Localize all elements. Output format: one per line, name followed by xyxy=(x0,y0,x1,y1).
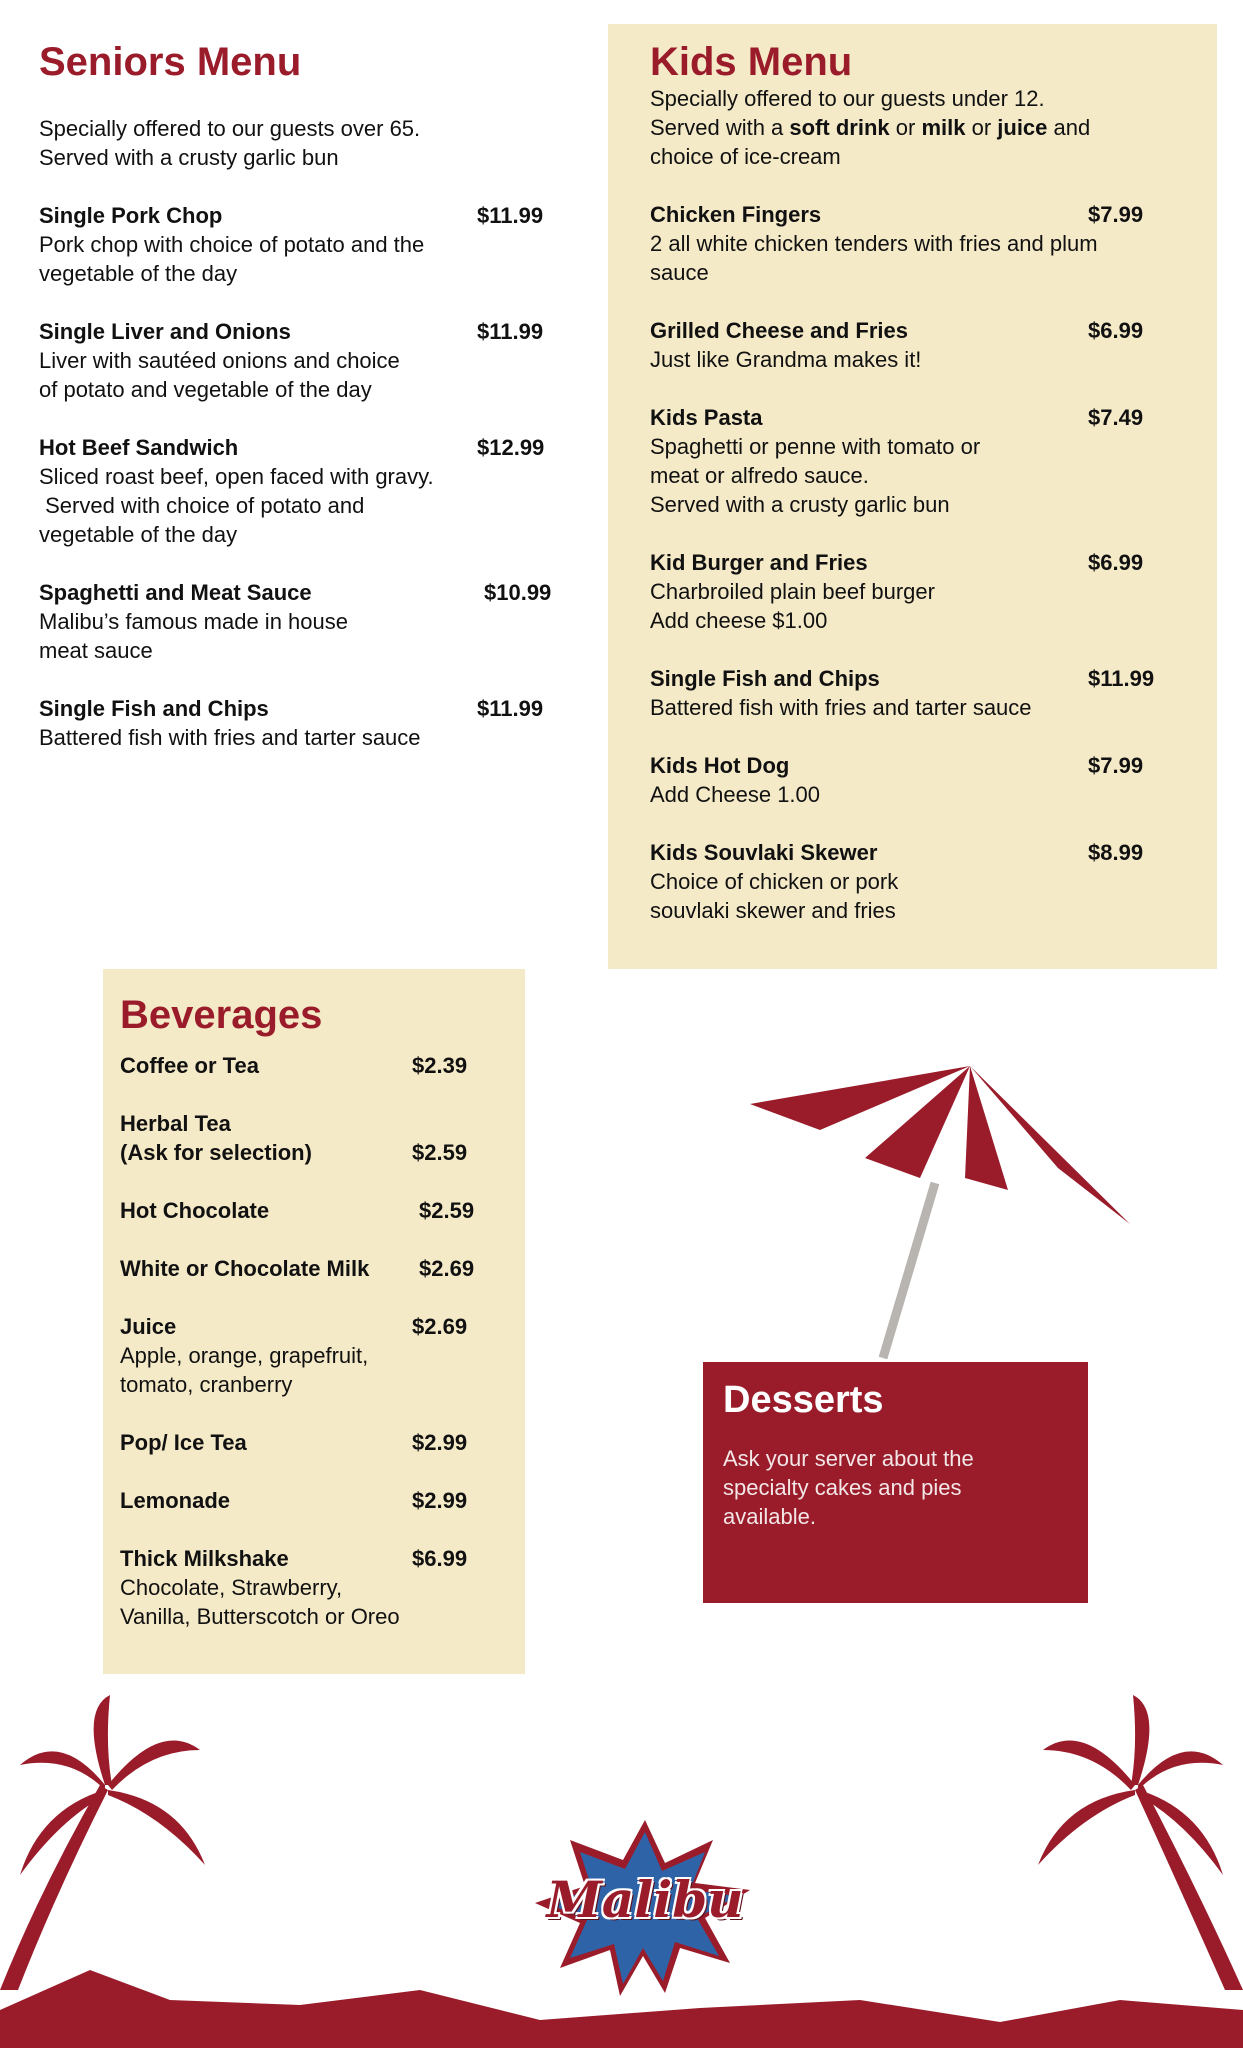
seniors-intro-line: Specially offered to our guests over 65. xyxy=(39,116,421,141)
beverage-name: Pop/ Ice Tea xyxy=(120,1430,247,1455)
kids-intro-text: or xyxy=(889,115,922,140)
menu-item-description: Served with choice of potato and xyxy=(39,493,365,518)
menu-item-name: Spaghetti and Meat Sauce xyxy=(39,580,312,605)
beverage-name: Juice xyxy=(120,1314,177,1339)
menu-item-price: $6.99 xyxy=(1088,550,1144,575)
menu-item xyxy=(650,838,1190,925)
palm-frond xyxy=(108,1790,205,1865)
umbrella-canopy xyxy=(750,1066,1130,1224)
palm-tree-icon xyxy=(1033,1690,1243,2000)
beverage-item xyxy=(120,1051,500,1080)
seniors-menu-title: Seniors Menu xyxy=(39,40,302,84)
beverage-name: Coffee or Tea xyxy=(120,1053,259,1078)
menu-item-description: Add Cheese 1.00 xyxy=(650,782,821,807)
desserts-line: available. xyxy=(723,1504,816,1529)
beverages-section xyxy=(120,993,500,1631)
desserts-line: specialty cakes and pies xyxy=(723,1475,962,1500)
menu-item xyxy=(39,694,579,752)
beverage-description: Chocolate, Strawberry, xyxy=(120,1575,343,1600)
beverage-price: $2.99 xyxy=(412,1430,468,1455)
menu-item-description: Battered fish with fries and tarter sauce xyxy=(650,695,1032,720)
menu-item-description: Malibu’s famous made in house xyxy=(39,609,348,634)
beverage-item xyxy=(120,1312,500,1399)
kids-intro-drink: juice xyxy=(997,115,1048,140)
beverage-description: Apple, orange, grapefruit, xyxy=(120,1343,369,1368)
kids-intro-line xyxy=(650,113,1190,142)
beverage-name: Lemonade xyxy=(120,1488,231,1513)
kids-intro-text: and xyxy=(1047,115,1091,140)
beverage-price: $2.59 xyxy=(412,1140,468,1165)
menu-item xyxy=(650,200,1190,287)
menu-item-price: $11.99 xyxy=(1088,666,1155,691)
menu-item-name: Kids Hot Dog xyxy=(650,753,790,778)
menu-item xyxy=(39,433,579,549)
menu-item-description: 2 all white chicken tenders with fries and plum xyxy=(650,231,1098,256)
menu-item-name: Single Fish and Chips xyxy=(650,666,880,691)
palm-frond xyxy=(94,1695,112,1785)
palm-frond xyxy=(1138,1751,1223,1790)
menu-item-price: $11.99 xyxy=(477,696,544,721)
beverage-item xyxy=(120,1428,500,1457)
menu-item-price: $7.99 xyxy=(1088,753,1144,778)
beverage-name: Herbal Tea xyxy=(120,1111,231,1136)
palm-frond xyxy=(108,1741,200,1790)
beverage-item xyxy=(120,1196,500,1225)
palm-frond xyxy=(1038,1790,1135,1865)
menu-item-description: Liver with sautéed onions and choice xyxy=(39,348,400,373)
beverage-name: Hot Chocolate xyxy=(120,1198,270,1223)
menu-item-description: Served with a crusty garlic bun xyxy=(650,492,950,517)
menu-item-description: Charbroiled plain beef burger xyxy=(650,579,935,604)
beverage-price: $2.69 xyxy=(419,1256,475,1281)
menu-item-description: souvlaki skewer and fries xyxy=(650,898,896,923)
menu-item-name: Grilled Cheese and Fries xyxy=(650,318,908,343)
menu-item-price: $8.99 xyxy=(1088,840,1144,865)
kids-intro-text: Served with a xyxy=(650,115,790,140)
menu-item-description: Spaghetti or penne with tomato or xyxy=(650,434,981,459)
menu-item-name: Single Fish and Chips xyxy=(39,696,269,721)
menu-item-description: Just like Grandma makes it! xyxy=(650,347,922,372)
kids-intro-drink: milk xyxy=(921,115,966,140)
menu-item xyxy=(650,751,1190,809)
beverage-price: $2.69 xyxy=(412,1314,468,1339)
beverage-price: $6.99 xyxy=(412,1546,468,1571)
beverage-price: $2.59 xyxy=(419,1198,475,1223)
beach-umbrella-icon xyxy=(740,1058,1140,1368)
menu-item-description: Sliced roast beef, open faced with gravy. xyxy=(39,464,434,489)
kids-intro-line: choice of ice-cream xyxy=(650,144,841,169)
menu-item-name: Single Pork Chop xyxy=(39,203,223,228)
palm-frond xyxy=(1131,1695,1149,1785)
beverage-name: White or Chocolate Milk xyxy=(120,1256,370,1281)
menu-item-price: $7.99 xyxy=(1088,202,1144,227)
menu-item-price: $6.99 xyxy=(1088,318,1144,343)
menu-item-description: vegetable of the day xyxy=(39,522,238,547)
menu-item-price: $12.99 xyxy=(477,435,545,460)
menu-item-price: $11.99 xyxy=(477,203,544,228)
palm-frond xyxy=(20,1751,105,1790)
logo-wordmark: Malibu xyxy=(546,1870,744,1929)
malibu-logo xyxy=(525,1818,765,1998)
menu-item-name: Chicken Fingers xyxy=(650,202,822,227)
menu-item-description: meat sauce xyxy=(39,638,153,663)
menu-item xyxy=(650,664,1190,722)
beverage-description: tomato, cranberry xyxy=(120,1372,293,1397)
menu-item-description: Pork chop with choice of potato and the xyxy=(39,232,425,257)
menu-item xyxy=(650,403,1190,519)
beverage-item xyxy=(120,1544,500,1631)
desserts-line: Ask your server about the xyxy=(723,1446,974,1471)
kids-intro xyxy=(650,84,1190,171)
menu-item-name: Kid Burger and Fries xyxy=(650,550,868,575)
beverage-item xyxy=(120,1486,500,1515)
menu-item-description: vegetable of the day xyxy=(39,261,238,286)
palm-tree-icon xyxy=(0,1690,220,2000)
beverages-title: Beverages xyxy=(120,993,323,1037)
menu-item-description: Add cheese $1.00 xyxy=(650,608,828,633)
menu-item-price: $7.49 xyxy=(1088,405,1144,430)
umbrella-pole xyxy=(883,1183,935,1358)
seniors-intro-line: Served with a crusty garlic bun xyxy=(39,145,339,170)
palm-frond xyxy=(1043,1741,1135,1790)
menu-item xyxy=(650,548,1190,635)
menu-item-description: sauce xyxy=(650,260,709,285)
menu-item-name: Kids Souvlaki Skewer xyxy=(650,840,878,865)
menu-item-name: Single Liver and Onions xyxy=(39,319,291,344)
menu-item xyxy=(39,201,579,288)
menu-item-description: Battered fish with fries and tarter sauce xyxy=(39,725,421,750)
beverage-name: (Ask for selection) xyxy=(120,1140,312,1165)
beverage-item xyxy=(120,1109,500,1167)
menu-item xyxy=(39,317,579,404)
desserts-body xyxy=(723,1444,1068,1531)
kids-menu-section xyxy=(650,40,1190,925)
menu-item-name: Kids Pasta xyxy=(650,405,763,430)
kids-menu-title: Kids Menu xyxy=(650,40,853,84)
menu-item-name: Hot Beef Sandwich xyxy=(39,435,239,460)
menu-item-price: $11.99 xyxy=(477,319,544,344)
desserts-title: Desserts xyxy=(723,1379,884,1421)
seniors-menu-section xyxy=(39,40,579,752)
menu-item xyxy=(39,578,579,665)
beverage-name: Thick Milkshake xyxy=(120,1546,289,1571)
menu-item xyxy=(650,316,1190,374)
kids-intro-line: Specially offered to our guests under 12. xyxy=(650,86,1045,111)
beverage-description: Vanilla, Butterscotch or Oreo xyxy=(120,1604,400,1629)
seniors-intro xyxy=(39,114,579,172)
desserts-box xyxy=(703,1362,1088,1603)
menu-item-description: of potato and vegetable of the day xyxy=(39,377,372,402)
beverage-item xyxy=(120,1254,500,1283)
beverage-price: $2.99 xyxy=(412,1488,468,1513)
kids-intro-drink: soft drink xyxy=(789,115,890,140)
menu-item-price: $10.99 xyxy=(484,580,552,605)
kids-intro-text: or xyxy=(965,115,998,140)
beverage-price: $2.39 xyxy=(412,1053,468,1078)
menu-item-description: Choice of chicken or pork xyxy=(650,869,899,894)
menu-item-description: meat or alfredo sauce. xyxy=(650,463,869,488)
